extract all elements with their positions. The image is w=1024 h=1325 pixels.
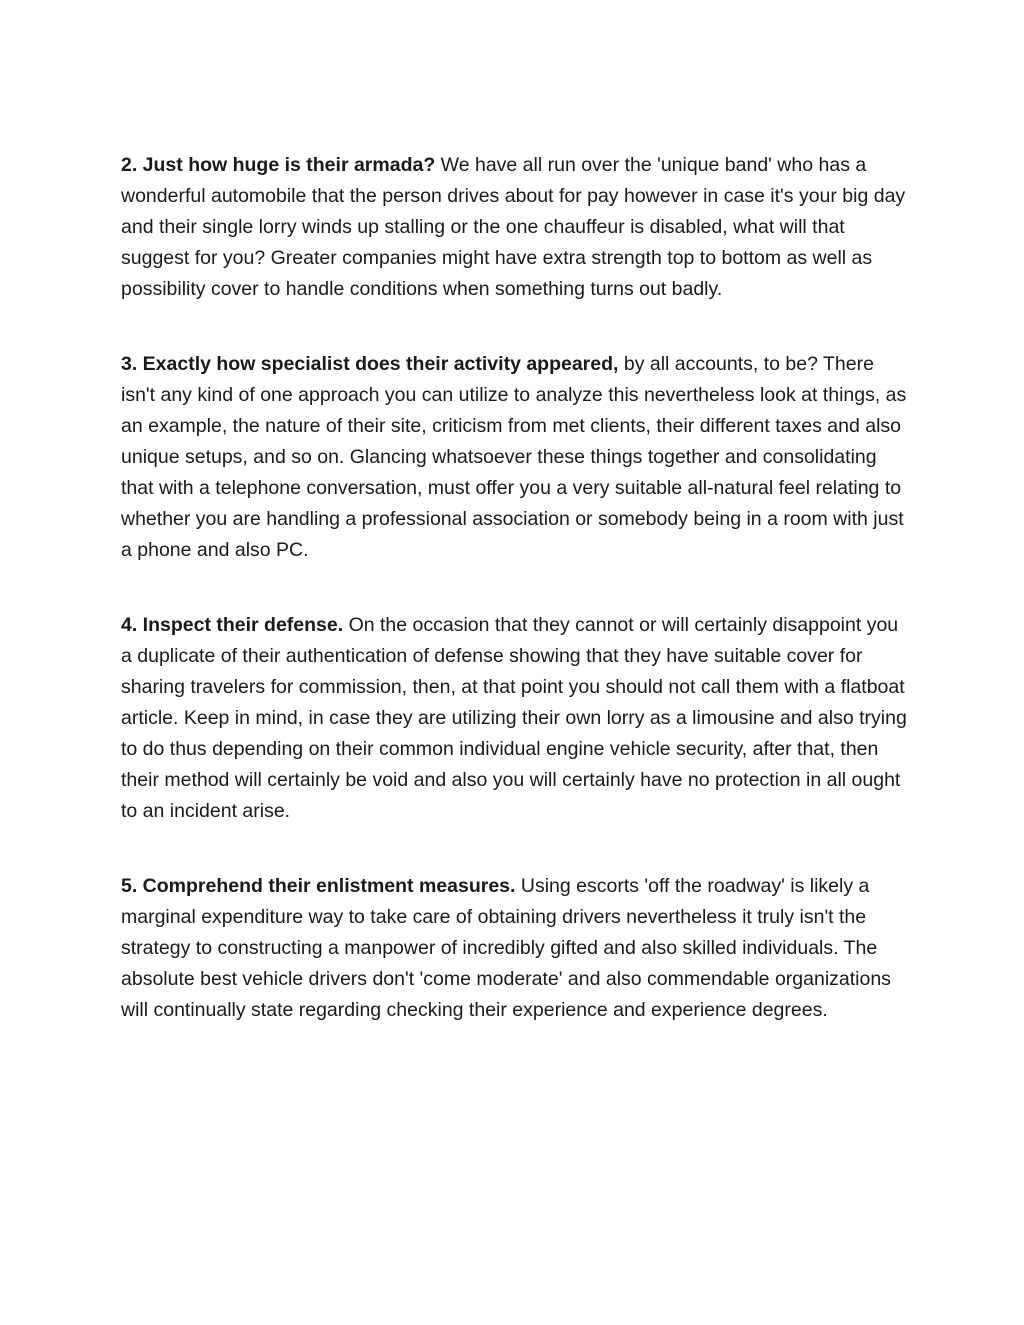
paragraph-text: by all accounts, to be? There isn't any kind of one approach you can utilize to analyze this nevertheless look at things, as an example, the nature of their site, criticism from met clients, their different taxes and also unique setups, and so on. Glancing whatsoever these things together and consolidating that with a telephone conversation, must offer you a very suitable all-natural feel relating to whether you are handling a professional association or somebody being in a room with just a phone and also PC.	[121, 353, 907, 561]
paragraph-text: On the occasion that they cannot or will certainly disappoint you a duplicate of their authentication of defense showing that they have suitable cover for sharing travelers for commission, then, at that point you should not call them with a flatboat article. Keep in mind, in case they are utilizing their own lorry as a limousine and also trying to do thus depending on their common individual engine vehicle security, after that, then their method will certainly be void and also you will certainly have no protection in all ought to an incident arise.	[121, 614, 907, 822]
paragraph-heading: 3. Exactly how specialist does their activity appeared,	[121, 353, 619, 375]
document-body	[121, 150, 911, 1070]
paragraph-heading: 4. Inspect their defense.	[121, 614, 344, 636]
paragraph-text: Using escorts 'off the roadway' is likely a marginal expenditure way to take care of obtaining drivers nevertheless it truly isn't the strategy to constructing a manpower of incredibly gifted and also skilled individuals. The absolute best vehicle drivers don't 'come moderate' and also commendable organizations will continually state regarding checking their experience and experience degrees.	[121, 875, 891, 1021]
paragraph-heading: 2. Just how huge is their armada?	[121, 154, 436, 176]
paragraph-recruitment	[121, 871, 911, 1026]
paragraph-text: We have all run over the 'unique band' who has a wonderful automobile that the person drives about for pay however in case it's your big day and their single lorry winds up stalling or the one chauffeur is disabled, what will that suggest for you? Greater companies might have extra strength top to bottom as well as possibility cover to handle conditions when something turns out badly.	[121, 154, 906, 300]
paragraph-insurance	[121, 610, 911, 827]
paragraph-fleet-size	[121, 150, 911, 305]
paragraph-professionalism	[121, 349, 911, 566]
paragraph-heading: 5. Comprehend their enlistment measures.	[121, 875, 516, 897]
